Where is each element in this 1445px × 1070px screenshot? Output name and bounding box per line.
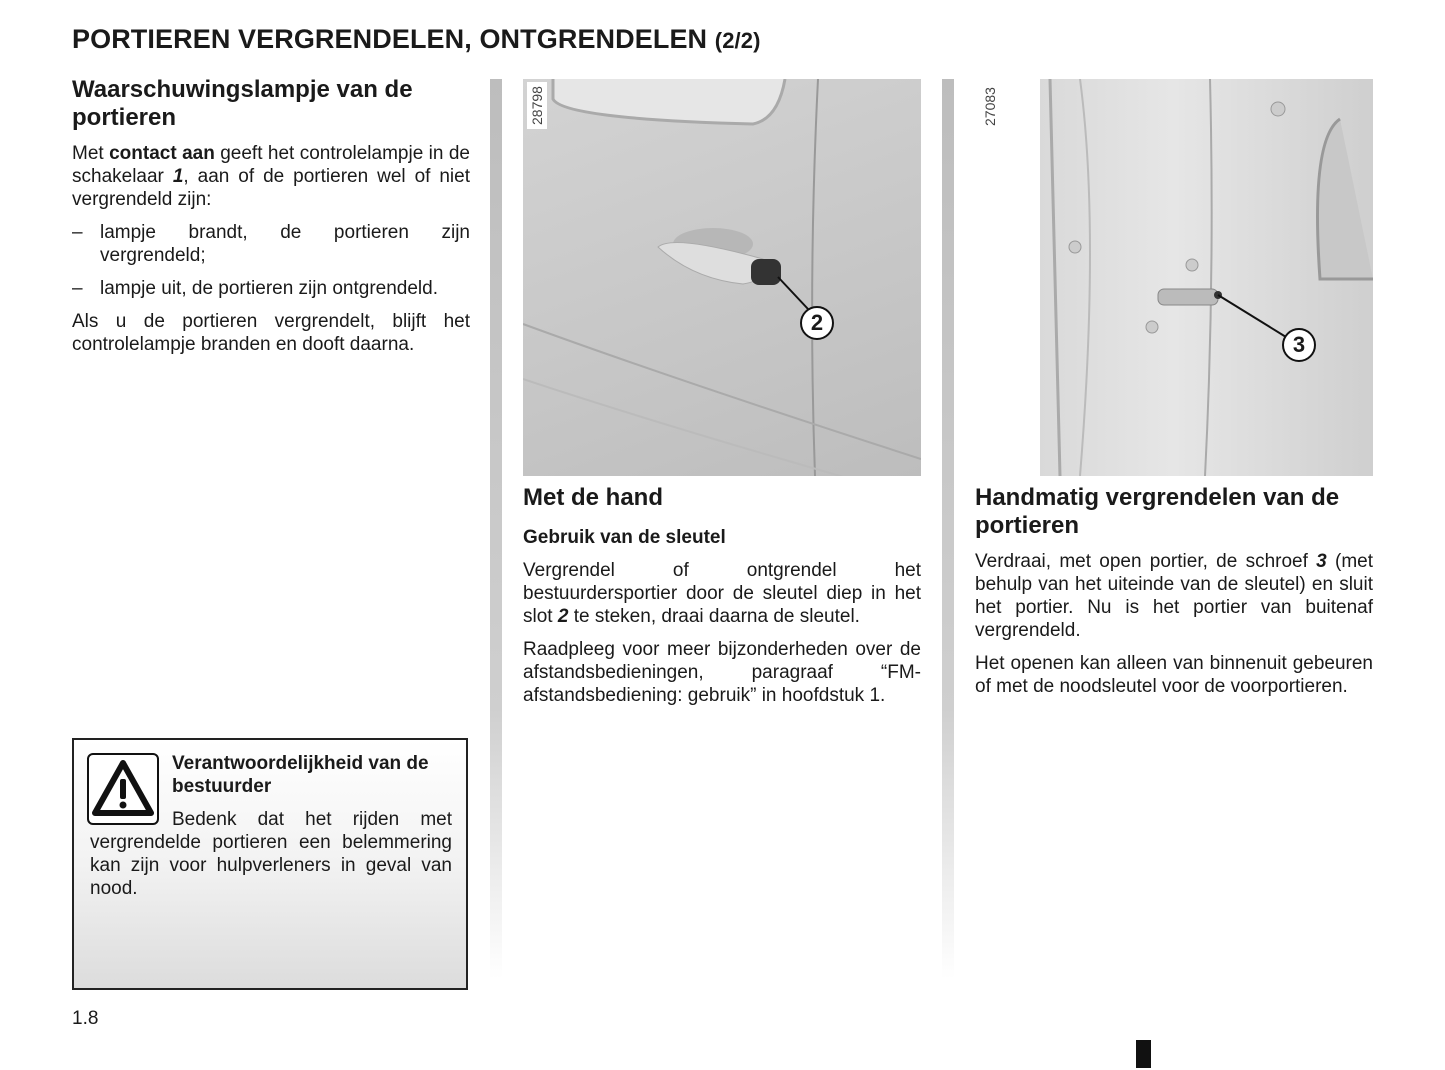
column-divider — [490, 79, 502, 979]
door-handle-illustration — [523, 79, 921, 476]
paragraph: Als u de portieren vergrendelt, blijft het controlelampje branden en dooft daarna. — [72, 311, 470, 355]
column-divider — [942, 79, 954, 979]
callout-3: 3 — [1282, 328, 1316, 362]
paragraph: Het openen kan alleen van binnenuit gebeuren of met de noodsleutel voor de voorportieren. — [975, 653, 1373, 697]
subsection-heading: Gebruik van de sleutel — [523, 527, 726, 548]
warning-triangle-icon — [87, 753, 159, 825]
warning-text: Bedenk dat het rijden met vergrendelde portieren een belemmering kan zijn voor hulpverleners in geval van nood. — [90, 809, 452, 899]
page-title — [72, 24, 761, 55]
title-part: (2/2) — [714, 28, 761, 53]
section-heading: Waarschuwingslampje van de portieren — [72, 76, 413, 131]
title-text: PORTIEREN VERGRENDELEN, ONTGRENDELEN — [72, 24, 708, 54]
paragraph: Verdraai, met open portier, de schroef 3 (met behulp van het uiteinde van de sleutel) en sluit het portier. Nu is het portier van buitenaf vergrendeld. — [975, 551, 1374, 641]
section-heading: Handmatig vergrendelen van de portieren — [975, 484, 1340, 539]
paragraph: Vergrendel of ontgrendel het bestuurdersportier door de sleutel diep in het slot 2 te steken, draai daarna de sleutel. — [523, 560, 921, 627]
warning-title: Verantwoordelijkheid van de bestuurder — [172, 753, 429, 797]
paragraph: Met contact aan geeft het controlelampje in de schakelaar 1, aan of de portieren wel of niet vergrendeld zijn: — [72, 143, 471, 210]
column-manual — [523, 484, 921, 717]
image-number: 27083 — [980, 83, 1000, 130]
callout-2: 2 — [800, 306, 834, 340]
page-number: 1.8 — [72, 1008, 99, 1029]
list-item: – lampje brandt, de portieren zijn vergrendeld; — [72, 222, 470, 266]
door-lock-illustration — [1040, 79, 1373, 476]
page-edge-marker — [1136, 1040, 1151, 1068]
warning-box — [72, 738, 468, 990]
list-item: – lampje uit, de portieren zijn ontgrendeld. — [72, 278, 438, 299]
column-manual-locking — [975, 484, 1373, 708]
image-number: 28798 — [527, 82, 547, 129]
column-warning-lamp — [72, 76, 470, 366]
section-heading: Met de hand — [523, 484, 664, 511]
paragraph: Raadpleeg voor meer bijzonderheden over de afstandsbedieningen, paragraaf “FM-afstandsbediening: gebruik” in hoofdstuk 1. — [523, 639, 921, 706]
